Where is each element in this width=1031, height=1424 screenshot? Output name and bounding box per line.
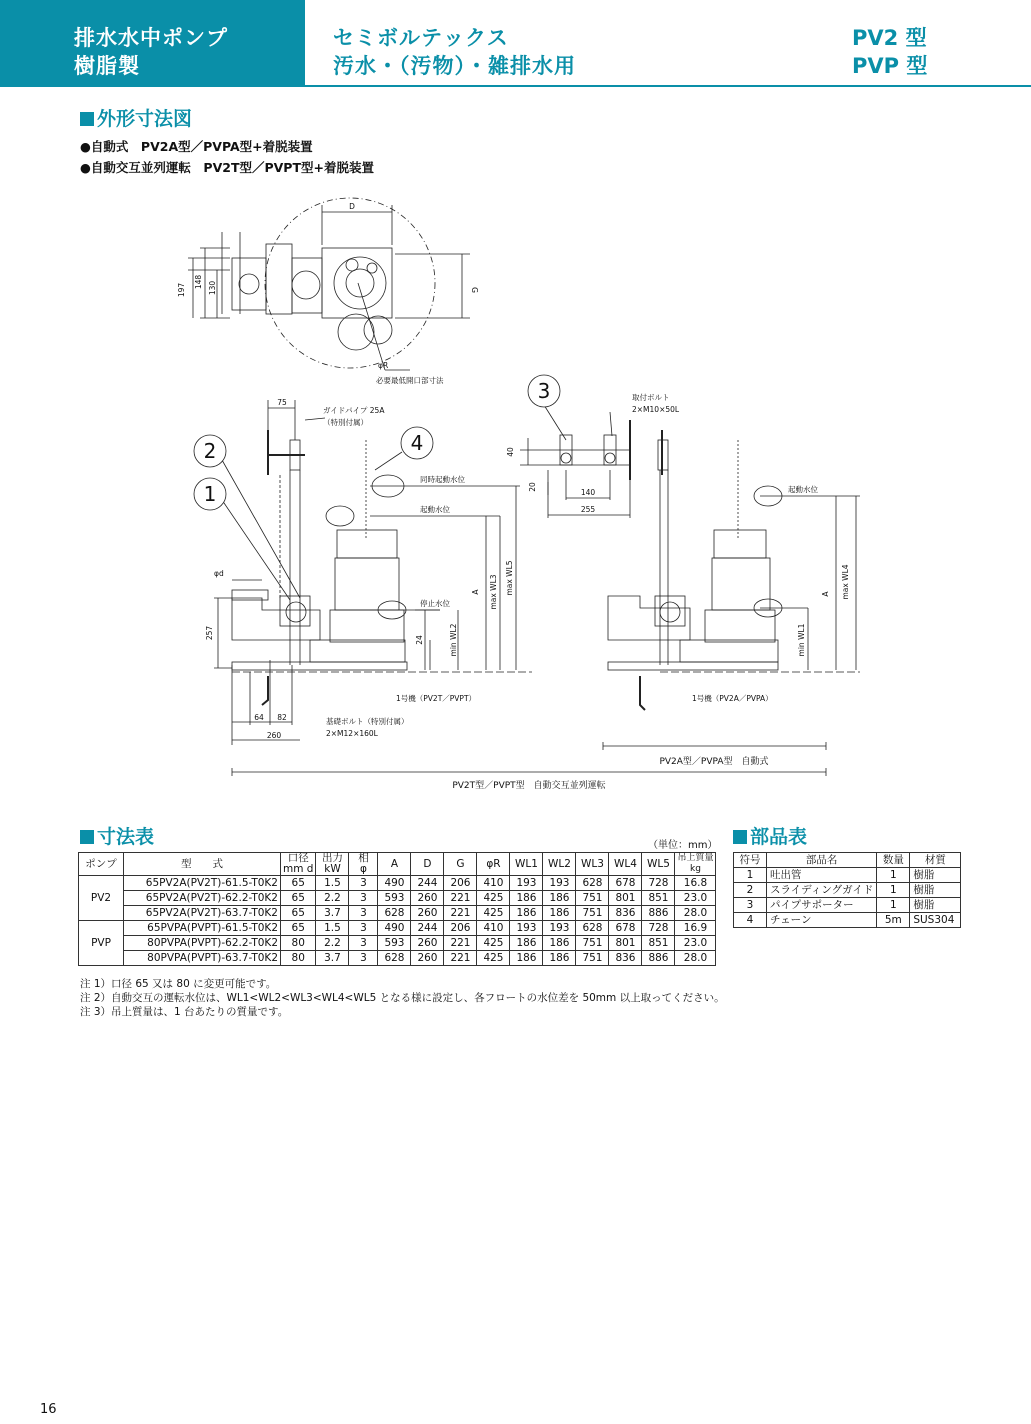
dim-A-right: A	[821, 591, 830, 597]
value-cell: 221	[444, 951, 477, 966]
parts-cell: 1	[877, 868, 910, 883]
col-mass: 吊上質量 kg	[675, 853, 716, 876]
value-cell: 3.7	[316, 906, 349, 921]
dim-D: D	[349, 202, 355, 211]
value-cell: 886	[642, 906, 675, 921]
value-cell: 16.9	[675, 921, 716, 936]
table-row	[79, 921, 716, 936]
value-cell: 260	[411, 891, 444, 906]
col-wl2: WL2	[543, 853, 576, 876]
dim-phiR: φR	[378, 361, 389, 370]
start-level-label: 起動水位	[420, 505, 450, 514]
value-cell: 751	[576, 951, 609, 966]
parts-cell: 4	[734, 913, 767, 928]
value-cell: 2.2	[316, 891, 349, 906]
value-cell: 628	[576, 876, 609, 891]
value-cell: 836	[609, 906, 642, 921]
dim-75: 75	[277, 398, 287, 407]
value-cell: 1.5	[316, 921, 349, 936]
dim-257: 257	[205, 625, 214, 641]
dim-24: 24	[415, 635, 424, 645]
value-cell: 425	[477, 906, 510, 921]
note-2: 注 2）自動交互の運転水位は、WL1<WL2<WL3<WL4<WL5 となる様に設定し、各フロートの水位差を 50mm 以上取ってください。	[80, 992, 725, 1004]
parts-col-name: 部品名	[767, 853, 877, 868]
unit1-right-label: 1号機（PV2A／PVPA）	[692, 694, 773, 703]
value-cell: 593	[378, 891, 411, 906]
value-cell: 260	[411, 951, 444, 966]
dim-phid: φd	[214, 569, 224, 578]
value-cell: 244	[411, 921, 444, 936]
section-parts-title: 部品表	[733, 822, 807, 849]
unit-note: （単位：mm）	[648, 840, 718, 851]
value-cell: 186	[510, 906, 543, 921]
value-cell: 221	[444, 891, 477, 906]
model-cell: 80PVPA(PVPT)-62.2-T0K2	[124, 936, 281, 951]
model-cell: 80PVPA(PVPT)-63.7-T0K2	[124, 951, 281, 966]
value-cell: 801	[609, 936, 642, 951]
col-phiR: φR	[477, 853, 510, 876]
parts-cell: 樹脂	[910, 898, 961, 913]
value-cell: 410	[477, 876, 510, 891]
value-cell: 3.7	[316, 951, 349, 966]
parts-col-code: 符号	[734, 853, 767, 868]
foundation-bolt-size: 2×M12×160L	[326, 729, 378, 738]
parts-col-qty: 数量	[877, 853, 910, 868]
col-wl1: WL1	[510, 853, 543, 876]
ball-numbers	[194, 375, 560, 510]
opening-label: 必要最低開口部寸法	[376, 376, 444, 385]
list-item	[734, 898, 961, 913]
value-cell: 728	[642, 921, 675, 936]
value-cell: 751	[576, 936, 609, 951]
value-cell: 751	[576, 891, 609, 906]
value-cell: 3	[349, 936, 378, 951]
value-cell: 193	[510, 876, 543, 891]
table-row	[79, 936, 716, 951]
note-1: 注 1）口径 65 又は 80 に変更可能です。	[80, 978, 277, 990]
dim-82: 82	[277, 713, 287, 722]
top-view	[188, 198, 470, 370]
header-category-line1: 排水水中ポンプ	[74, 26, 228, 50]
parts-cell: 吐出管	[767, 868, 877, 883]
min-wl2-label: min WL2	[449, 623, 458, 657]
parts-cell: 1	[877, 898, 910, 913]
parts-cell: チェーン	[767, 913, 877, 928]
value-cell: 593	[378, 936, 411, 951]
list-item	[734, 913, 961, 928]
section-outline-title: 外形寸法図	[80, 104, 192, 131]
square-bullet-icon	[80, 112, 94, 126]
value-cell: 206	[444, 921, 477, 936]
value-cell: 23.0	[675, 936, 716, 951]
model-cell: 65PV2A(PV2T)-63.7-T0K2	[124, 906, 281, 921]
value-cell: 628	[576, 921, 609, 936]
parts-cell: パイプサポーター	[767, 898, 877, 913]
dim-255: 255	[580, 505, 596, 514]
value-cell: 628	[378, 951, 411, 966]
parts-cell: 樹脂	[910, 868, 961, 883]
value-cell: 221	[444, 936, 477, 951]
dim-197: 197	[177, 282, 186, 298]
header-model-line1: PV2 型	[852, 26, 927, 50]
parts-cell: スライディングガイド	[767, 883, 877, 898]
col-wl5: WL5	[642, 853, 675, 876]
value-cell: 728	[642, 876, 675, 891]
model-cell: 65PVPA(PVPT)-61.5-T0K2	[124, 921, 281, 936]
value-cell: 628	[378, 906, 411, 921]
header-category-block	[0, 0, 305, 85]
list-item	[734, 868, 961, 883]
value-cell: 186	[510, 936, 543, 951]
max-wl3-label: max WL3	[489, 574, 498, 610]
dim-A-left: A	[471, 589, 480, 595]
parts-cell: 1	[734, 868, 767, 883]
bullet-auto: ●自動式 PV2A型／PVPA型+着脱装置	[80, 139, 313, 154]
outline-drawing	[150, 185, 850, 795]
value-cell: 193	[543, 921, 576, 936]
mount-bolt-size: 2×M10×50L	[632, 405, 680, 414]
parts-cell: 5m	[877, 913, 910, 928]
value-cell: 490	[378, 876, 411, 891]
ball-number-2: 2	[203, 439, 217, 463]
max-wl5-label: max WL5	[505, 560, 514, 596]
value-cell: 193	[543, 876, 576, 891]
unit1-left-label: 1号機（PV2T／PVPT）	[396, 694, 477, 703]
parts-cell: 2	[734, 883, 767, 898]
value-cell: 886	[642, 951, 675, 966]
right-elevation-view	[608, 430, 860, 710]
dim-260: 260	[266, 731, 282, 740]
value-cell: 836	[609, 951, 642, 966]
value-cell: 851	[642, 936, 675, 951]
parts-table	[733, 852, 961, 928]
max-wl4-label: max WL4	[841, 564, 850, 600]
value-cell: 3	[349, 876, 378, 891]
value-cell: 425	[477, 936, 510, 951]
section-dims-title: 寸法表	[80, 822, 154, 849]
value-cell: 65	[281, 921, 316, 936]
value-cell: 186	[543, 891, 576, 906]
value-cell: 186	[510, 891, 543, 906]
table-row	[79, 891, 716, 906]
value-cell: 260	[411, 936, 444, 951]
model-cell: 65PV2A(PV2T)-61.5-T0K2	[124, 876, 281, 891]
value-cell: 425	[477, 891, 510, 906]
value-cell: 186	[543, 936, 576, 951]
note-3: 注 3）吊上質量は、1 台あたりの質量です。	[80, 1006, 289, 1018]
bullet-alternate: ●自動交互並列運転 PV2T型／PVPT型+着脱装置	[80, 160, 374, 175]
col-G: G	[444, 853, 477, 876]
parts-cell: 1	[877, 883, 910, 898]
dim-148: 148	[194, 274, 203, 290]
col-bore: 口径 mm d	[281, 853, 316, 876]
square-bullet-icon	[80, 830, 94, 844]
dim-64: 64	[254, 713, 264, 722]
col-wl3: WL3	[576, 853, 609, 876]
value-cell: 3	[349, 891, 378, 906]
col-model: 型 式	[124, 853, 281, 876]
value-cell: 3	[349, 921, 378, 936]
dim-20: 20	[528, 482, 537, 492]
caption-alternate: PV2T型／PVPT型 自動交互並列運転	[452, 781, 606, 791]
value-cell: 16.8	[675, 876, 716, 891]
parts-cell: 樹脂	[910, 883, 961, 898]
col-output: 出力 kW	[316, 853, 349, 876]
ball-number-3: 3	[537, 379, 551, 403]
dimensions-table-body	[79, 876, 716, 966]
value-cell: 65	[281, 906, 316, 921]
parts-cell: 3	[734, 898, 767, 913]
dim-140: 140	[580, 488, 596, 497]
value-cell: 206	[444, 876, 477, 891]
value-cell: 186	[543, 906, 576, 921]
parts-col-material: 材質	[910, 853, 961, 868]
header-model-line2: PVP 型	[852, 54, 928, 78]
header-category-line2: 樹脂製	[74, 54, 140, 78]
parts-cell: SUS304	[910, 913, 961, 928]
value-cell: 851	[642, 891, 675, 906]
header-series-line2: 汚水・（汚物）・雑排水用	[333, 54, 576, 78]
left-elevation-view	[214, 400, 532, 745]
page-number: 16	[40, 1402, 57, 1417]
start-level-right-label: 起動水位	[788, 485, 818, 494]
table-row	[79, 906, 716, 921]
value-cell: 2.2	[316, 936, 349, 951]
col-phase: 相 φ	[349, 853, 378, 876]
value-cell: 410	[477, 921, 510, 936]
value-cell: 23.0	[675, 891, 716, 906]
table-row	[79, 876, 716, 891]
value-cell: 80	[281, 936, 316, 951]
foundation-bolt-label: 基礎ボルト（特別付属）	[326, 717, 409, 726]
value-cell: 678	[609, 876, 642, 891]
header-series-line1: セミボルテックス	[333, 26, 509, 50]
value-cell: 425	[477, 951, 510, 966]
value-cell: 3	[349, 951, 378, 966]
ball-number-1: 1	[203, 482, 217, 506]
bracket-view	[520, 405, 630, 518]
page-header	[0, 0, 1031, 87]
value-cell: 751	[576, 906, 609, 921]
value-cell: 244	[411, 876, 444, 891]
value-cell: 65	[281, 891, 316, 906]
value-cell: 678	[609, 921, 642, 936]
square-bullet-icon	[733, 830, 747, 844]
value-cell: 801	[609, 891, 642, 906]
value-cell: 1.5	[316, 876, 349, 891]
dim-G: G	[470, 287, 479, 293]
value-cell: 193	[510, 921, 543, 936]
value-cell: 186	[543, 951, 576, 966]
value-cell: 65	[281, 876, 316, 891]
min-wl1-label: min WL1	[797, 623, 806, 657]
stop-level-label: 停止水位	[420, 599, 450, 608]
value-cell: 221	[444, 906, 477, 921]
col-wl4: WL4	[609, 853, 642, 876]
value-cell: 260	[411, 906, 444, 921]
dim-40: 40	[506, 447, 515, 457]
value-cell: 3	[349, 906, 378, 921]
col-A: A	[378, 853, 411, 876]
guide-pipe-label: ガイドパイプ 25A	[323, 406, 385, 415]
value-cell: 80	[281, 951, 316, 966]
guide-pipe-note: （特別付属）	[323, 418, 368, 427]
col-D: D	[411, 853, 444, 876]
ball-number-4: 4	[410, 431, 424, 455]
mount-bolt-label: 取付ボルト	[632, 393, 670, 402]
list-item	[734, 883, 961, 898]
dim-130: 130	[208, 280, 217, 296]
model-cell: 65PV2A(PV2T)-62.2-T0K2	[124, 891, 281, 906]
col-pump: ポンプ	[79, 853, 124, 876]
value-cell: 28.0	[675, 951, 716, 966]
pump-cell: PV2	[79, 876, 124, 921]
sim-start-level-label: 同時起動水位	[420, 475, 465, 484]
pump-cell: PVP	[79, 921, 124, 966]
value-cell: 490	[378, 921, 411, 936]
parts-table-body	[734, 868, 961, 928]
table-row	[79, 951, 716, 966]
value-cell: 186	[510, 951, 543, 966]
value-cell: 28.0	[675, 906, 716, 921]
caption-auto: PV2A型／PVPA型 自動式	[659, 757, 769, 767]
dimensions-table	[78, 852, 716, 966]
